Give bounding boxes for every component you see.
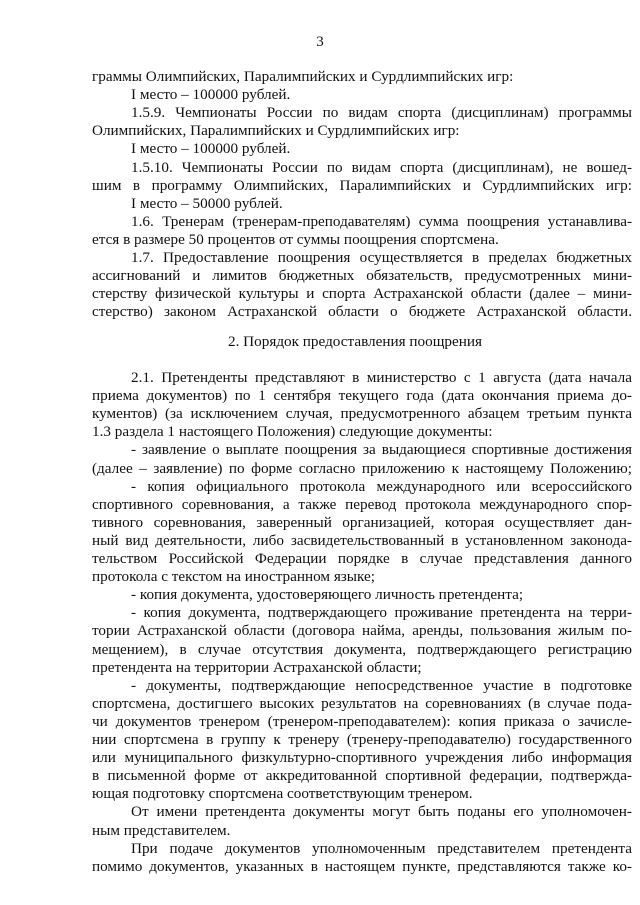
text-line: стерство) законом Астраханской области о бюджете Астраханской области. [92,303,632,321]
text-line: нии спортсмена в группу к тренеру (тренеру-преподавателю) государственного [92,731,632,748]
text-line: I место – 50000 рублей. [131,194,283,212]
text-line: спортивного соревнования, а также перевод протокола международного спор- [92,495,632,513]
text-line: При подаче документов уполномоченным представителем претендента [131,839,632,857]
text-line: ассигнований и лимитов бюджетных обязательств, предусмотренных мини- [92,267,632,285]
text-line: ным представителем. [92,821,231,839]
text-line: - копия официального протокола международного или всероссийского [131,477,632,495]
page-number: 3 [316,34,324,50]
text-line: 1.7. Предоставление поощрения осуществляется в пределах бюджетных [131,249,632,266]
text-line: 1.5.9. Чемпионаты России по видам спорта (дисциплинам) программы [131,104,632,122]
text-line: помимо документов, указанных в настоящем пункте, представляются также ко- [92,857,632,875]
text-line: 2.1. Претенденты представляют в министерство с 1 августа (дата начала [131,369,632,386]
text-line: тельством Российской Федерации порядке в случае представления данного [92,550,632,567]
text-line: тории Астраханской области (договора найма, аренды, пользования жилым по- [92,622,632,640]
text-line: 1.5.10. Чемпионаты России по видам спорта (дисциплинам), не вошед- [131,158,632,176]
text-line: или муниципального физкультурно-спортивного учреждения либо информация [92,749,632,767]
text-line: спортсмена, достигшего высоких результатов на соревнованиях (в случае пода- [92,694,632,712]
text-line: стерству физической культуры и спорта Астраханской области (далее – мини- [92,285,632,303]
text-line: мещением), в случае отсутствия документа, подтверждающего регистрацию [92,640,632,658]
text-line: приема документов) по 1 сентября текущего года (дата окончания приема до- [92,387,632,405]
text-line: тивного соревнования, заверенный организацией, которая осуществляет дан- [92,513,632,531]
text-line: - заявление о выплате поощрения за выдающиеся спортивные достижения [131,441,632,459]
text-line: претендента на территории Астраханской области; [92,658,422,676]
text-line: - копия документа, подтверждающего проживание претендента на терри- [131,604,632,622]
text-line: - копия документа, удостоверяющего личность претендента; [131,586,524,604]
text-line: кументов) (за исключением случая, предусмотренного абзацем третьим пункта [92,405,632,423]
text-line: I место – 100000 рублей. [131,86,291,104]
text-line: I место – 100000 рублей. [131,140,291,158]
text-line: чи документов тренером (тренером-преподавателем): копия приказа о зачисле- [92,712,632,730]
text-line: ется в размере 50 процентов от суммы поощрения спортсмена. [92,230,499,248]
text-line: ющая подготовку спортсмена соответствующим тренером. [92,785,473,803]
text-line: граммы Олимпийских, Паралимпийских и Сурдлимпийских игр: [92,68,514,85]
text-line: ный вид деятельности, либо засвидетельствованный в установленном законода- [92,531,632,549]
text-line: в письменной форме от аккредитованной спортивной федерации, подтвержда- [92,767,632,785]
text-line: шим в программу Олимпийских, Паралимпийских и Сурдлимпийских игр: [92,176,632,194]
text-line: От имени претендента документы могут быть поданы его уполномочен- [131,803,632,821]
text-line: (далее – заявление) по форме согласно приложению к настоящему Положению; [92,459,632,477]
text-line: 1.6. Тренерам (тренерам-преподавателям) сумма поощрения устанавлива- [131,212,632,230]
text-line: протокола с текстом на иностранном языке; [92,568,375,586]
text-line: Олимпийских, Паралимпийских и Сурдлимпийских игр: [92,122,460,140]
section-heading: 2. Порядок предоставления поощрения [227,333,482,350]
text-line: - документы, подтверждающие непосредственное участие в подготовке [131,676,632,694]
text-line: 1.3 раздела 1 настоящего Положения) следующие документы: [92,423,493,441]
